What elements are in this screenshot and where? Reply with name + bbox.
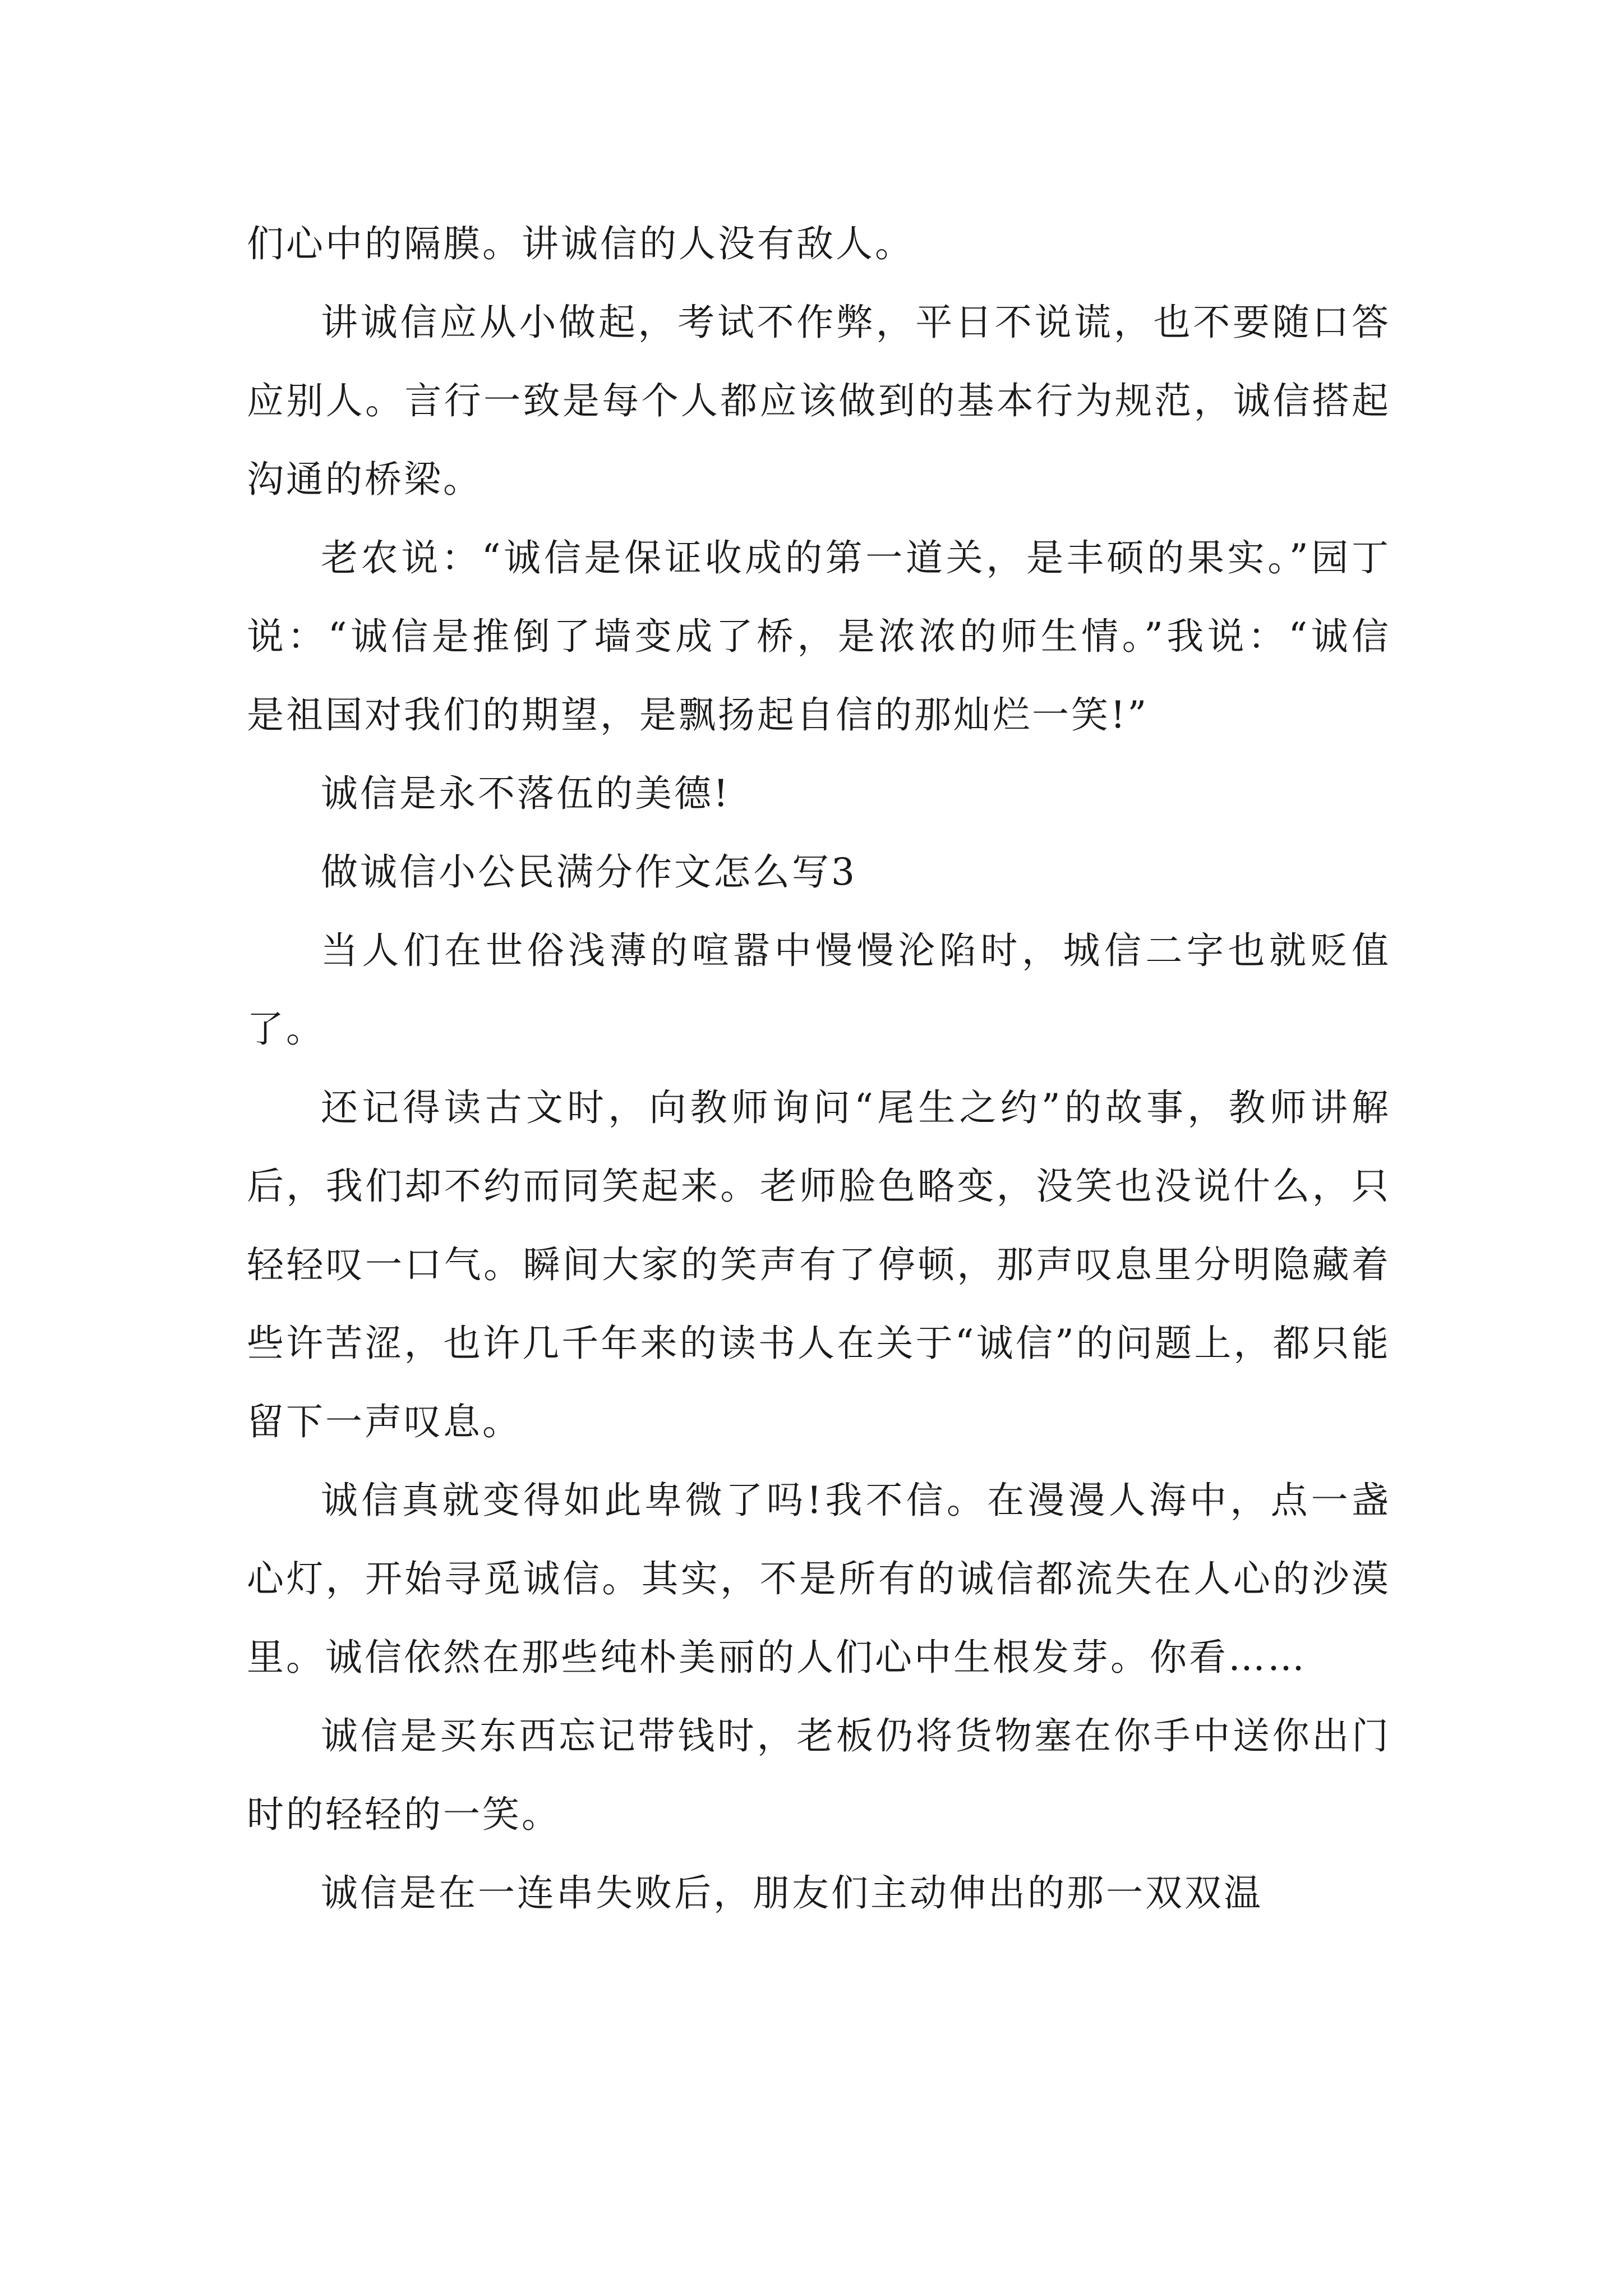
paragraph-7: 还记得读古文时，向教师询问“尾生之约”的故事，教师讲解后，我们却不约而同笑起来。老师脸色略变，没笑也没说什么，只轻轻叹一口气。瞬间大家的笑声有了停顿，那声叹息里分明隐藏着些许苦涩，也许几千年来的读书人在关于“诚信”的问题上，都只能留下一声叹息。 [247, 1086, 1391, 1443]
paragraph-4: 诚信是永不落伍的美德! [321, 772, 731, 815]
paragraph-3: 老农说：“诚信是保证收成的第一道关，是丰硕的果实。”园丁说：“诚信是推倒了墙变成了桥，是浓浓的师生情。”我说：“诚信是祖国对我们的期望，是飘扬起自信的那灿烂一笑!” [247, 536, 1391, 737]
essay-body [247, 205, 1391, 1932]
section-heading: 做诚信小公民满分作文怎么写3 [321, 850, 857, 894]
paragraph-6: 当人们在世俗浅薄的喧嚣中慢慢沦陷时，城信二字也就贬值了。 [247, 929, 1391, 1051]
paragraph-1: 们心中的隔膜。讲诚信的人没有敌人。 [247, 222, 914, 265]
paragraph-9: 诚信是买东西忘记带钱时，老板仍将货物塞在你手中送你出门时的轻轻的一笑。 [247, 1714, 1391, 1836]
paragraph-8: 诚信真就变得如此卑微了吗!我不信。在漫漫人海中，点一盏心灯，开始寻觅诚信。其实，不是所有的诚信都流失在人心的沙漠里。诚信依然在那些纯朴美丽的人们心中生根发芽。你看…… [247, 1479, 1391, 1679]
paragraph-10: 诚信是在一连串失败后，朋友们主动伸出的那一双双温 [321, 1871, 1263, 1915]
paragraph-2: 讲诚信应从小做起，考试不作弊，平日不说谎，也不要随口答应别人。言行一致是每个人都应该做到的基本行为规范，诚信搭起沟通的桥梁。 [247, 301, 1391, 501]
